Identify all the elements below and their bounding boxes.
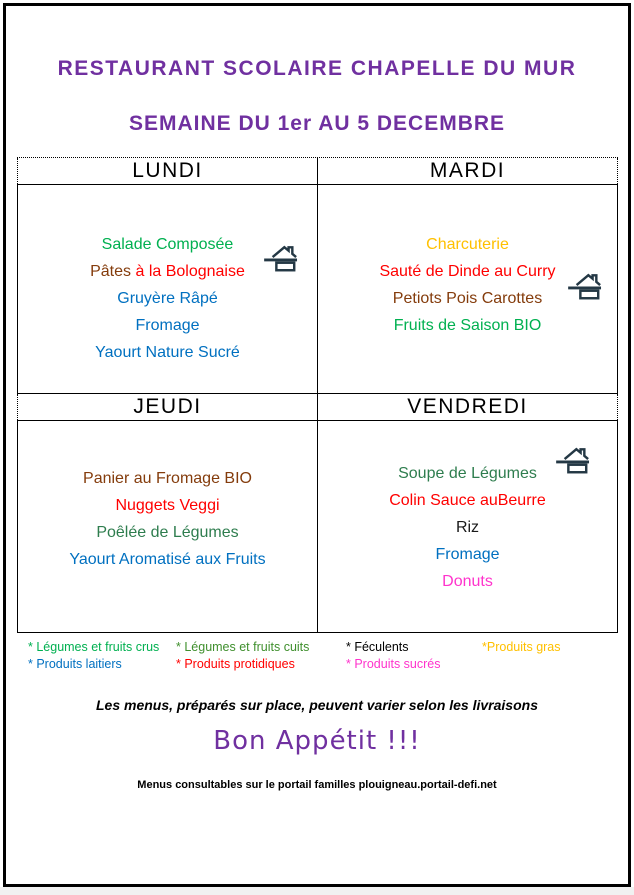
menu-content-row-2 [17,421,618,633]
legend-item: * Produits laitiers [28,657,122,671]
legend-item: * Produits sucrés [346,657,441,671]
footer-note: Les menus, préparés sur place, peuvent varier selon les livraisons [96,697,538,713]
menu-item: Fruits de Saison BIO [393,317,542,334]
menu-item: Salade Composée [101,236,234,253]
menu-item: Poêlée de Légumes [96,524,239,541]
menu-item: Fromage [435,546,500,563]
day-header-row-1 [17,157,618,185]
menu-content-row-1 [17,185,618,393]
day-header-mardi: MARDI [317,158,618,184]
fait-maison-icon [263,243,301,274]
menu-item: Fromage [135,317,200,334]
menu-item: Yaourt Aromatisé aux Fruits [69,551,266,568]
menu-item: Sauté de Dinde au Curry [379,263,556,280]
page-title: RESTAURANT SCOLAIRE CHAPELLE DU MUR [57,57,577,80]
day-cell-lundi [17,185,317,393]
menu-item: Donuts [442,573,493,590]
menu-item: Yaourt Nature Sucré [95,344,240,361]
legend-item: *Produits gras [482,640,561,654]
menu-item: Pâtes à la Bolognaise [90,263,245,280]
menu-item: Charcuterie [426,236,509,253]
legend-item: * Produits protidiques [176,657,295,671]
menu-item: Petiots Pois Carottes [392,290,543,307]
menu-table [17,157,618,633]
menu-item: Gruyère Râpé [117,290,218,307]
legend-item: * Légumes et fruits crus [28,640,160,654]
page-subtitle: SEMAINE DU 1er AU 5 DECEMBRE [128,112,506,135]
day-header-row-2 [17,393,618,421]
fait-maison-icon [567,271,605,302]
menu-item: Nuggets Veggi [115,497,220,514]
menu-items-jeudi [18,421,317,569]
menu-item: Riz [455,519,480,536]
day-header-lundi: LUNDI [17,158,317,184]
legend-item: * Légumes et fruits cuits [176,640,310,654]
menu-item: Soupe de Légumes [398,465,537,482]
fait-maison-icon [555,445,593,476]
menu-items-mardi [318,185,617,335]
day-cell-vendredi [317,421,618,632]
day-header-vendredi: VENDREDI [317,394,618,420]
menu-item: Colin Sauce auBeurre [389,492,546,509]
legend-item: * Féculents [346,640,409,654]
bon-appetit-text: Bon Appétit !!! [213,726,421,756]
portal-note: Menus consultables sur le portail familles plouigneau.portail-defi.net [137,779,497,791]
bottom-strip [0,887,634,895]
menu-item: Panier au Fromage BIO [83,470,252,487]
day-cell-jeudi [17,421,317,632]
day-cell-mardi [317,185,618,393]
legend [28,640,561,671]
day-header-jeudi: JEUDI [17,394,317,420]
